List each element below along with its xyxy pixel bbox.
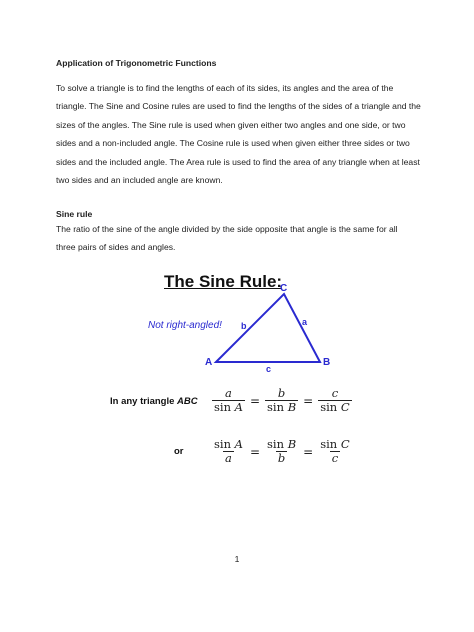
function-name: sin [320, 437, 338, 451]
sine-rule-equation-2 [210, 438, 354, 465]
sine-rule-equation-1 [210, 387, 354, 414]
figure-title: The Sine Rule: [164, 272, 283, 291]
vertex-label-a: A [205, 357, 213, 368]
triangle-shape [216, 294, 320, 362]
fraction [210, 387, 247, 414]
function-name: sin [267, 437, 285, 451]
page-number: 1 [234, 554, 240, 564]
equation1-lead-text: In any triangle [110, 396, 175, 407]
denominator: b [277, 451, 286, 465]
section-heading: Sine rule [56, 209, 93, 219]
document-title: Application of Trigonometric Functions [56, 58, 217, 68]
equals-sign: = [303, 444, 314, 459]
paragraph-line: sides and a non-included angle. The Cosine rule is used when given either three sides or two [56, 138, 410, 149]
paragraph-line: sizes of the angles. The Sine rule is used when given either two angles and one side, or two [56, 119, 406, 130]
angle-variable: A [234, 437, 243, 451]
angle-variable: B [287, 437, 297, 451]
equals-sign: = [249, 444, 261, 459]
side-label-a: a [302, 317, 308, 327]
vertex-label-c: C [280, 283, 288, 294]
fraction [210, 438, 247, 465]
numerator: a [225, 386, 232, 400]
fraction [316, 438, 353, 465]
equation1-lead [110, 396, 198, 407]
not-right-angled-note: Not right-angled! [148, 320, 222, 331]
paragraph-line: triangle. The Sine and Cosine rules are used to find the lengths of the sides of a triangle and the [56, 101, 421, 112]
angle-variable: C [340, 437, 350, 451]
paragraph-line: sides and the included angle. The Area rule is used to find the area of any triangle when at least [56, 156, 420, 167]
numerator: c [331, 386, 339, 400]
equation1-lead-emph: ABC [177, 396, 198, 407]
sine-rule-paragraph [56, 220, 426, 257]
denominator: c [331, 451, 339, 465]
fraction [263, 438, 300, 465]
side-label-c: c [266, 364, 272, 374]
fraction [316, 387, 353, 414]
angle-variable: C [340, 400, 350, 414]
intro-paragraph [56, 79, 426, 189]
paragraph-line: three pairs of sides and angles. [56, 242, 176, 253]
function-name: sin [267, 400, 285, 414]
vertex-label-b: B [323, 357, 331, 368]
equals-sign: = [303, 393, 314, 408]
paragraph-line: The ratio of the sine of the angle divided by the side opposite that angle is the same for all [56, 224, 398, 234]
side-label-b: b [241, 321, 247, 331]
equals-sign: = [249, 393, 261, 408]
paragraph-line: two sides and an included angle are known. [56, 175, 223, 186]
equation2-lead: or [174, 446, 184, 457]
fraction [263, 387, 300, 414]
paragraph-line: To solve a triangle is to find the lengths of each of its sides, its angles and the area of the [56, 83, 394, 93]
denominator: a [225, 451, 232, 465]
function-name: sin [214, 437, 231, 451]
sine-rule-figure [100, 265, 360, 485]
numerator: b [277, 386, 286, 400]
function-name: sin [214, 400, 231, 414]
function-name: sin [320, 400, 338, 414]
angle-variable: A [234, 400, 243, 414]
angle-variable: B [287, 400, 297, 414]
